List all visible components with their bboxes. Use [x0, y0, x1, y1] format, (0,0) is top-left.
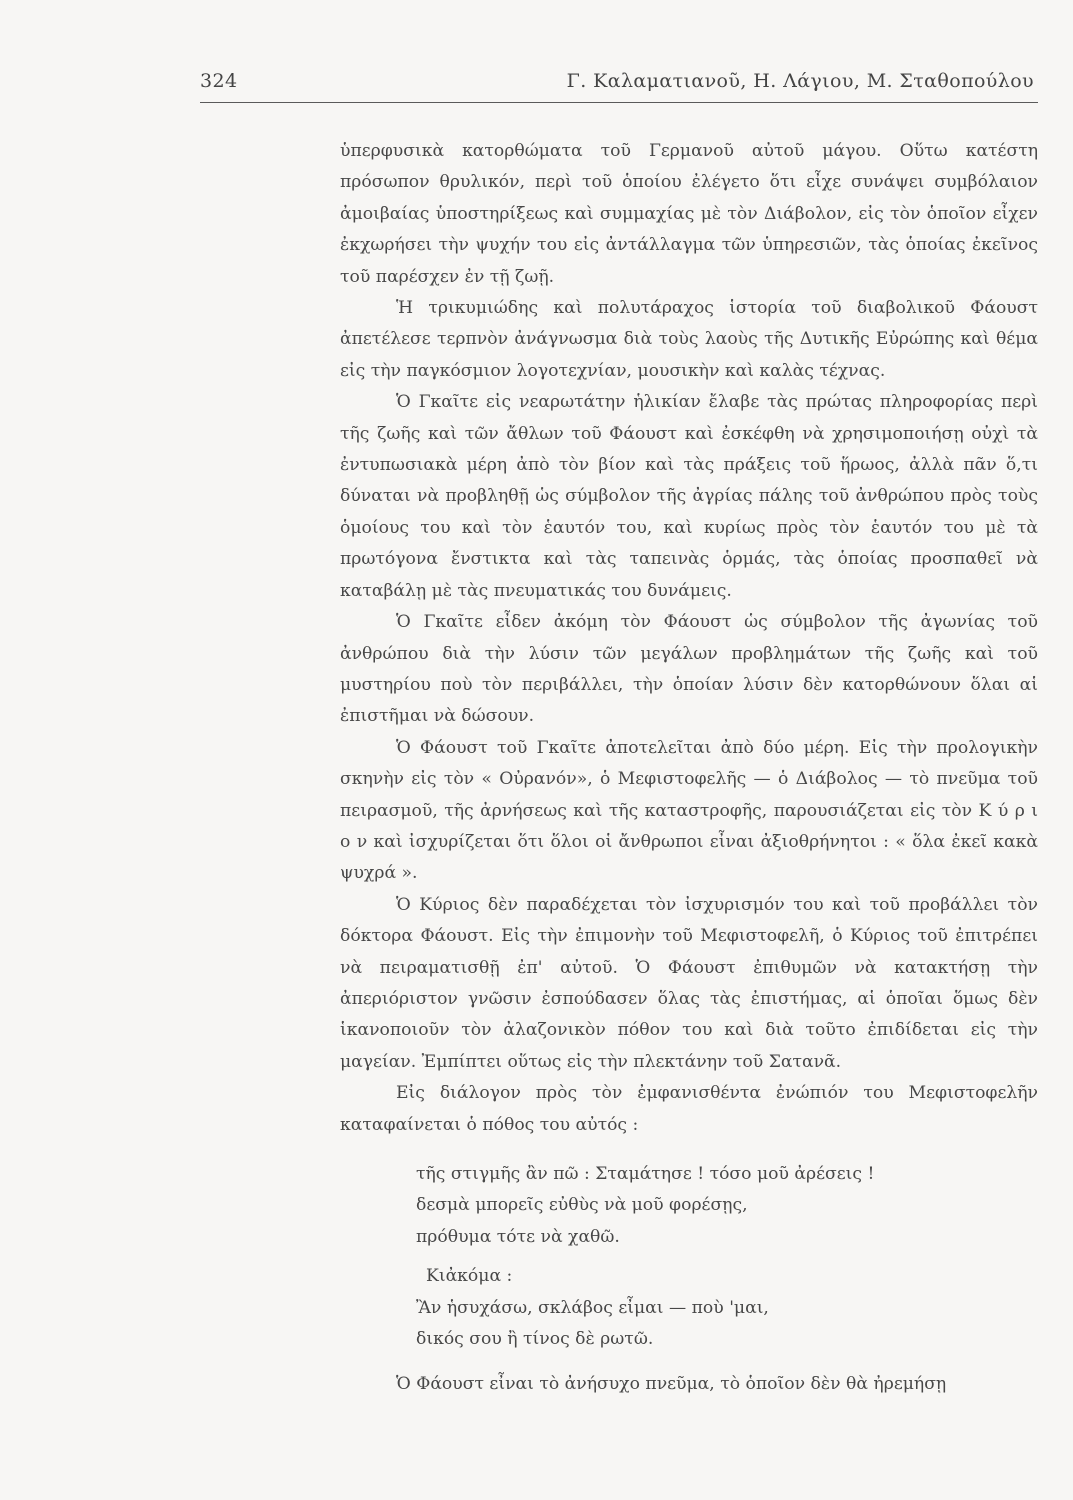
paragraph: Ὁ Γκαῖτε εἶδεν ἀκόμη τὸν Φάουστ ὡς σύμβολον τῆς ἀγωνίας τοῦ ἀνθρώπου διὰ τὴν λύσιν τῶν μεγάλων προβλημάτων τῆς ζωῆς καὶ τοῦ μυστηρίου ποὺ τὸν περιβάλλει, τὴν ὁποίαν λύσιν δὲν κατορθώνουν ὅλαι αἱ ἐπιστῆμαι νὰ δώσουν.	[340, 612, 1038, 727]
verse-quotation	[340, 1159, 1038, 1355]
paragraph: ὑπερφυσικὰ κατορθώματα τοῦ Γερμανοῦ αὐτοῦ μάγου. Οὕτω κατέστη πρόσωπον θρυλικόν, περὶ τοῦ ὁποίου ἐλέγετο ὅτι εἶχε συνάψει συμβόλαιον ἀμοιβαίας ὑποστηρίξεως καὶ συμμαχίας μὲ τὸν Διάβολον, εἰς τὸν ὁποῖον εἶχεν ἐκχωρήσει τὴν ψυχήν του εἰς ἀντάλλαγμα τῶν ὑπηρεσιῶν, τὰς ὁποίας ἐκεῖνος τοῦ παρέσχεν ἐν τῇ ζωῇ.	[340, 141, 1038, 287]
header-rule	[200, 102, 1038, 103]
paragraph: Ὁ Φάουστ εἶναι τὸ ἀνήσυχο πνεῦμα, τὸ ὁποῖον δὲν θὰ ἠρεμήσῃ	[396, 1374, 947, 1395]
verse-line: Ἂν ἡσυχάσω, σκλάβος εἶμαι — ποὺ 'μαι,	[416, 1297, 769, 1318]
verse-interjection: Κιἀκόμα :	[426, 1266, 513, 1287]
verse-line: πρόθυμα τότε νὰ χαθῶ.	[416, 1226, 620, 1247]
verse-line: δεσμὰ μπορεῖς εὐθὺς νὰ μοῦ φορέσῃς,	[416, 1195, 748, 1216]
paragraph: Ὁ Φάουστ τοῦ Γκαῖτε ἀποτελεῖται ἀπὸ δύο μέρη. Εἰς τὴν προλογικὴν σκηνὴν εἰς τὸν « Οὐρανόν», ὁ Μεφιστοφελῆς — ὁ Διάβολος — τὸ πνεῦμα τοῦ πειρασμοῦ, τῆς ἀρνήσεως καὶ τῆς καταστροφῆς, παρουσιάζεται εἰς τὸν Κ ύ ρ ι ο ν καὶ ἰσχυρίζεται ὅτι ὅλοι οἱ ἄνθρωποι εἶναι ἀξιοθρήνητοι : « ὅλα ἐκεῖ κακὰ ψυχρά ».	[340, 737, 1038, 884]
verse-line: δικός σου ἢ τίνος δὲ ρωτῶ.	[416, 1329, 654, 1350]
running-head	[200, 70, 1038, 100]
verse-line: τῆς στιγμῆς ἂν πῶ : Σταμάτησε ! τόσο μοῦ ἀρέσεις !	[416, 1164, 875, 1184]
paragraph: Ὁ Κύριος δὲν παραδέχεται τὸν ἰσχυρισμόν του καὶ τοῦ προβάλλει τὸν δόκτορα Φάουστ. Εἰς τὴν ἐπιμονὴν τοῦ Μεφιστοφελῆ, ὁ Κύριος τοῦ ἐπιτρέπει νὰ πειραματισθῇ ἐπ' αὐτοῦ. Ὁ Φάουστ ἐπιθυμῶν νὰ κατακτήσῃ τὴν ἀπεριόριστον γνῶσιν ἐσπούδασεν ὅλας τὰς ἐπιστήμας, αἱ ὁποῖαι ὅμως δὲν ἱκανοποιοῦν τὸν ἀλαζονικὸν πόθον του καὶ διὰ τοῦτο ἐπιδίδεται εἰς τὴν μαγείαν. Ἐμπίπτει οὕτως εἰς τὴν πλεκτάνην τοῦ Σατανᾶ.	[340, 894, 1038, 1072]
paragraph: Ὁ Γκαῖτε εἰς νεαρωτάτην ἡλικίαν ἔλαβε τὰς πρώτας πληροφορίας περὶ τῆς ζωῆς καὶ τῶν ἄθλων τοῦ Φάουστ καὶ ἐσκέφθη νὰ χρησιμοποιήσῃ οὐχὶ τὰ ἐντυπωσιακὰ μέρη ἀπὸ τὸν βίον καὶ τὰς πράξεις τοῦ ἥρωος, ἀλλὰ πᾶν ὅ,τι δύναται νὰ προβληθῇ ὡς σύμβολον τῆς ἀγρίας πάλης τοῦ ἀνθρώπου πρὸς τοὺς ὁμοίους του καὶ τὸν ἑαυτόν του, καὶ κυρίως πρὸς τὸν ἑαυτόν του μὲ τὰ πρωτόγονα ἔνστικτα καὶ τὰς ταπεινὰς ὁρμάς, τὰς ὁποίας προσπαθεῖ νὰ καταβάλῃ μὲ τὰς πνευματικάς του δυνάμεις.	[340, 392, 1038, 601]
body-text	[340, 136, 1038, 1401]
page-number: 324	[200, 70, 238, 92]
paragraph: Ἡ τρικυμιώδης καὶ πολυτάραχος ἱστορία τοῦ διαβολικοῦ Φάουστ ἀπετέλεσε τερπνὸν ἀνάγνωσμα διὰ τοὺς λαοὺς τῆς Δυτικῆς Εὐρώπης καὶ θέμα εἰς τὴν παγκόσμιον λογοτεχνίαν, μουσικὴν καὶ καλὰς τέχνας.	[340, 298, 1038, 381]
paragraph: Εἰς διάλογον πρὸς τὸν ἐμφανισθέντα ἐνώπιόν του Μεφιστοφελῆν καταφαίνεται ὁ πόθος του αὐτός :	[340, 1083, 1038, 1135]
running-head-authors: Γ. Καλαματιανοῦ, Η. Λάγιου, Μ. Σταθοπούλου	[566, 70, 1034, 92]
